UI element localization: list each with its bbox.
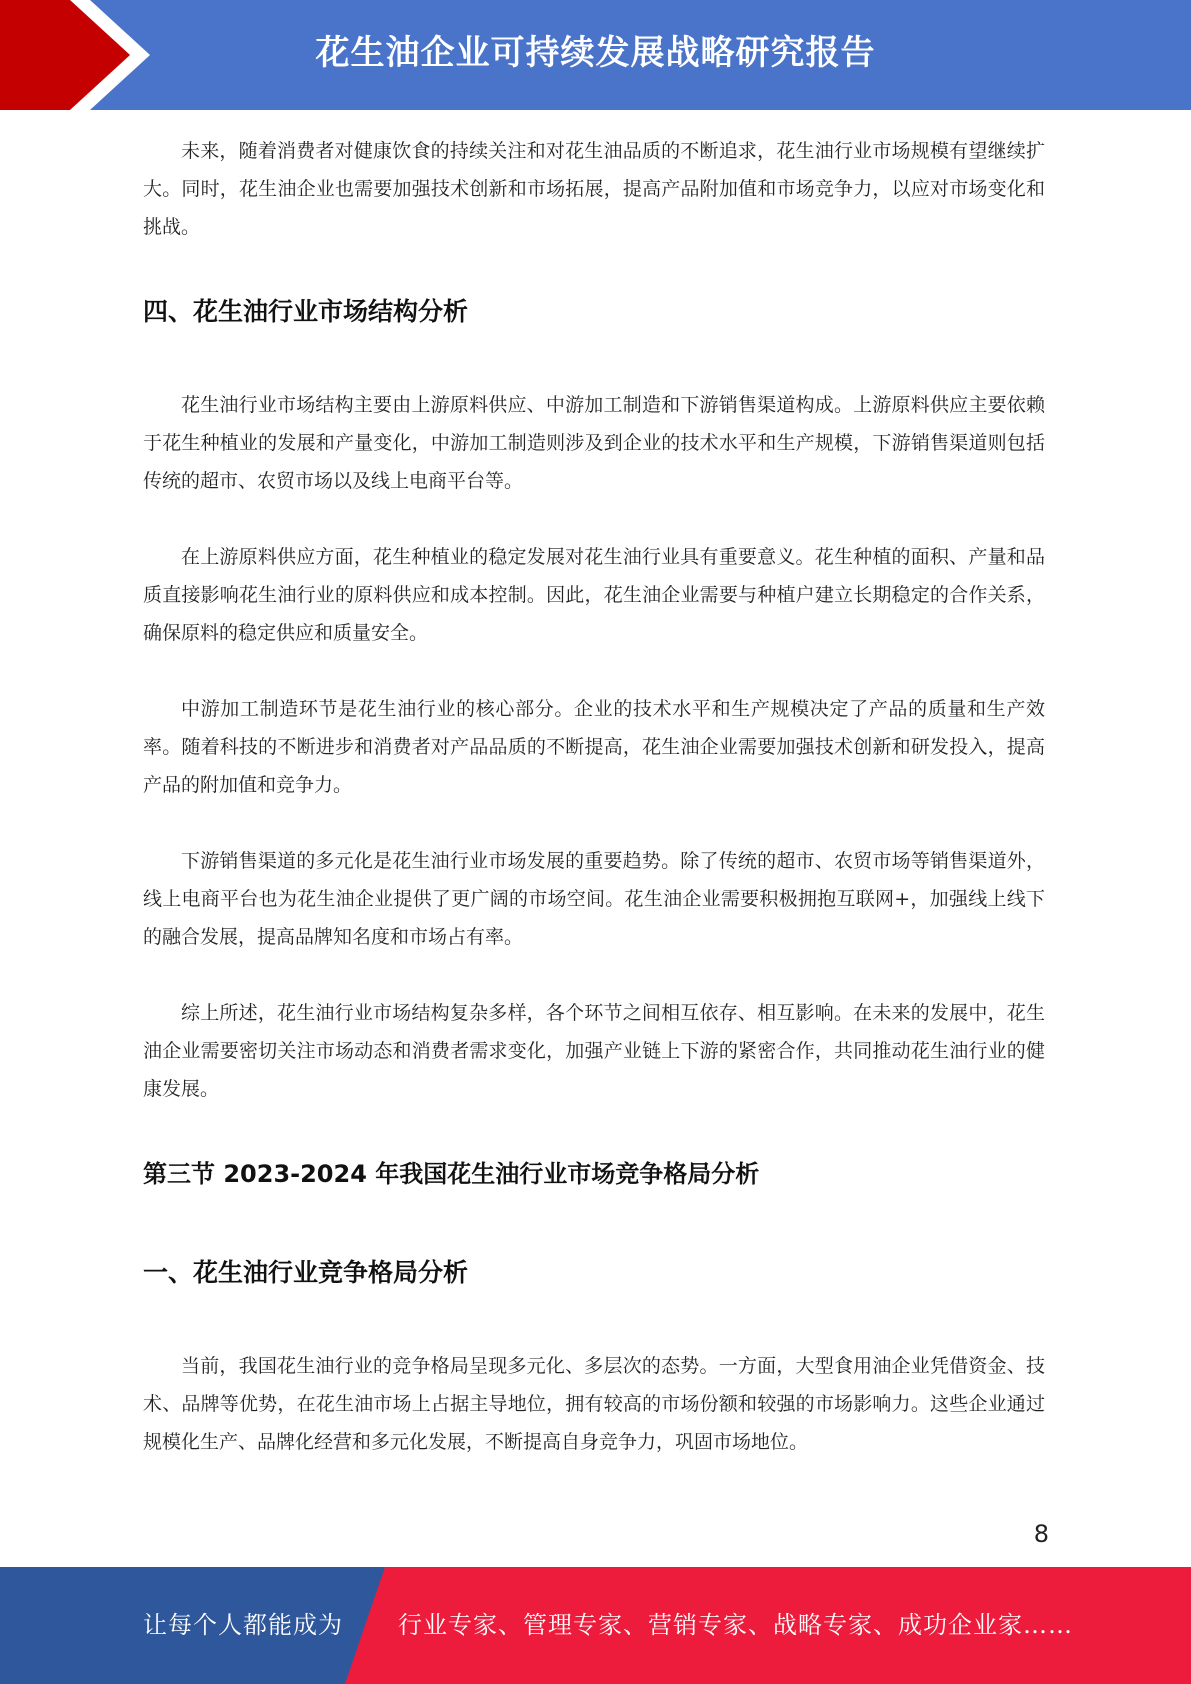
header-red-chevron	[0, 0, 130, 110]
page-footer	[0, 1567, 1191, 1684]
paragraph-summary: 综上所述，花生油行业市场结构复杂多样，各个环节之间相互依存、相互影响。在未来的发展中，花生油企业需要密切关注市场动态和消费者需求变化，加强产业链上下游的紧密合作，共同推动花生油行业的健康发展。	[143, 1002, 1045, 1100]
paragraph-structure-overview: 花生油行业市场结构主要由上游原料供应、中游加工制造和下游销售渠道构成。上游原料供应主要依赖于花生种植业的发展和产量变化，中游加工制造则涉及到企业的技术水平和生产规模，下游销售渠道则包括传统的超市、农贸市场以及线上电商平台等。	[143, 394, 1045, 492]
paragraph-downstream: 下游销售渠道的多元化是花生油行业市场发展的重要趋势。除了传统的超市、农贸市场等销售渠道外，线上电商平台也为花生油企业提供了更广阔的市场空间。花生油企业需要积极拥抱互联网+，加强线上线下的融合发展，提高品牌知名度和市场占有率。	[143, 850, 1045, 948]
footer-slogan-left: 让每个人都能成为	[143, 1611, 343, 1639]
paragraph-midstream: 中游加工制造环节是花生油行业的核心部分。企业的技术水平和生产规模决定了产品的质量和生产效率。随着科技的不断进步和消费者对产品品质的不断提高，花生油企业需要加强技术创新和研发投入，提高产品的附加值和竞争力。	[143, 698, 1045, 796]
report-title: 花生油企业可持续发展战略研究报告	[315, 33, 876, 73]
page-number: 8	[1033, 1520, 1049, 1548]
footer-slogan-right: 行业专家、管理专家、营销专家、战略专家、成功企业家……	[398, 1611, 1073, 1639]
section-heading-market-structure: 四、花生油行业市场结构分析	[143, 297, 469, 326]
page-header	[0, 0, 1191, 110]
paragraph-upstream: 在上游原料供应方面，花生种植业的稳定发展对花生油行业具有重要意义。花生种植的面积、产量和品质直接影响花生油行业的原料供应和成本控制。因此，花生油企业需要与种植户建立长期稳定的合作关系，确保原料的稳定供应和质量安全。	[143, 546, 1045, 644]
chapter-heading-competition: 第三节 2023-2024 年我国花生油行业市场竞争格局分析	[143, 1160, 760, 1188]
section-heading-competition: 一、花生油行业竞争格局分析	[143, 1258, 469, 1287]
page-content	[143, 132, 1045, 1461]
paragraph-competition: 当前，我国花生油行业的竞争格局呈现多元化、多层次的态势。一方面，大型食用油企业凭借资金、技术、品牌等优势，在花生油市场上占据主导地位，拥有较高的市场份额和较强的市场影响力。这些企业通过规模化生产、品牌化经营和多元化发展，不断提高自身竞争力，巩固市场地位。	[143, 1355, 1045, 1453]
paragraph-intro: 未来，随着消费者对健康饮食的持续关注和对花生油品质的不断追求，花生油行业市场规模有望继续扩大。同时，花生油企业也需要加强技术创新和市场拓展，提高产品附加值和市场竞争力，以应对市场变化和挑战。	[143, 140, 1045, 238]
